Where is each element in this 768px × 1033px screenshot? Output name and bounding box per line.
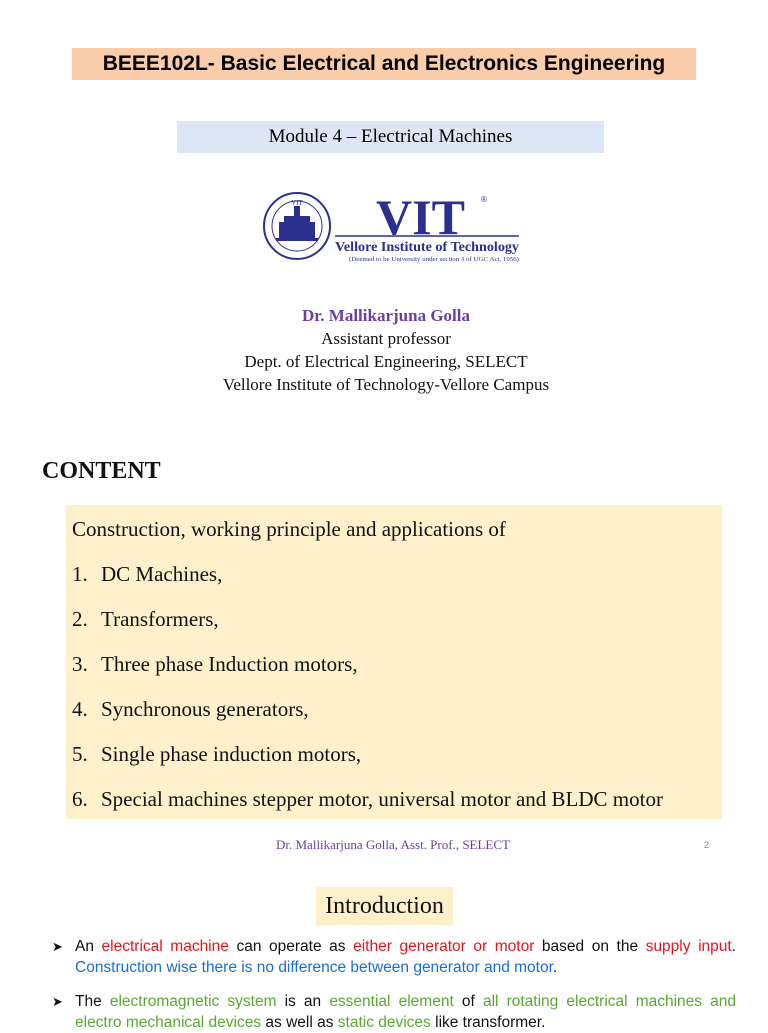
content-intro: Construction, working principle and applications of — [72, 517, 506, 541]
author-name: Dr. Mallikarjuna Golla — [302, 306, 470, 325]
content-item-number: 3. — [72, 652, 88, 676]
content-heading: CONTENT — [42, 458, 161, 484]
intro-bullet-2 — [52, 991, 736, 1033]
intro-bullet-1-text: An electrical machine can operate as either generator or motor based on the supply input. Construction wise there is no difference between generator and motor. — [75, 938, 736, 976]
introduction-heading: Introduction — [316, 887, 453, 925]
seal-text: VIT — [291, 199, 303, 207]
logo-institute-name: Vellore Institute of Technology — [335, 240, 519, 255]
content-item-text: Three phase Induction motors, — [101, 652, 358, 676]
content-item-number: 4. — [72, 697, 88, 721]
arrowhead-bullet-icon: ➤ — [52, 994, 63, 1009]
slide-footer: Dr. Mallikarjuna Golla, Asst. Prof., SELECT — [276, 837, 510, 852]
content-item-number: 6. — [72, 787, 88, 811]
vit-logo — [262, 188, 524, 266]
content-item-number: 2. — [72, 607, 88, 631]
logo-tagline: (Deemed to be University under section 3 of UGC Act, 1956) — [349, 257, 497, 263]
content-item — [72, 742, 361, 767]
content-item — [72, 787, 663, 812]
author-institute: Vellore Institute of Technology-Vellore Campus — [222, 375, 550, 394]
module-title: Module 4 – Electrical Machines — [177, 121, 604, 153]
logo-registered: ® — [481, 195, 487, 204]
content-item-number: 5. — [72, 742, 88, 766]
course-title: BEEE102L- Basic Electrical and Electronics Engineering — [72, 48, 696, 80]
content-item — [72, 562, 222, 587]
content-item-text: Single phase induction motors, — [101, 742, 362, 766]
arrowhead-bullet-icon: ➤ — [52, 939, 63, 954]
author-designation: Assistant professor — [321, 329, 451, 348]
author-block — [0, 304, 768, 396]
content-item — [72, 652, 358, 677]
author-department: Dept. of Electrical Engineering, SELECT — [244, 352, 528, 371]
content-item — [72, 607, 219, 632]
logo-wordmark: VIT — [376, 189, 465, 245]
content-item-text: DC Machines, — [101, 562, 223, 586]
intro-bullet-1 — [52, 936, 736, 978]
content-item-text: Synchronous generators, — [101, 697, 309, 721]
content-item-number: 1. — [72, 562, 88, 586]
content-item — [72, 697, 309, 722]
university-seal-icon — [264, 193, 330, 259]
page-number: 2 — [704, 840, 710, 850]
content-item-text: Special machines stepper motor, universal motor and BLDC motor — [101, 787, 663, 811]
intro-bullet-2-text: The electromagnetic system is an essential element of all rotating electrical machines and electro mechanical devices as well as static devices like transformer. — [75, 993, 737, 1031]
content-item-text: Transformers, — [101, 607, 219, 631]
